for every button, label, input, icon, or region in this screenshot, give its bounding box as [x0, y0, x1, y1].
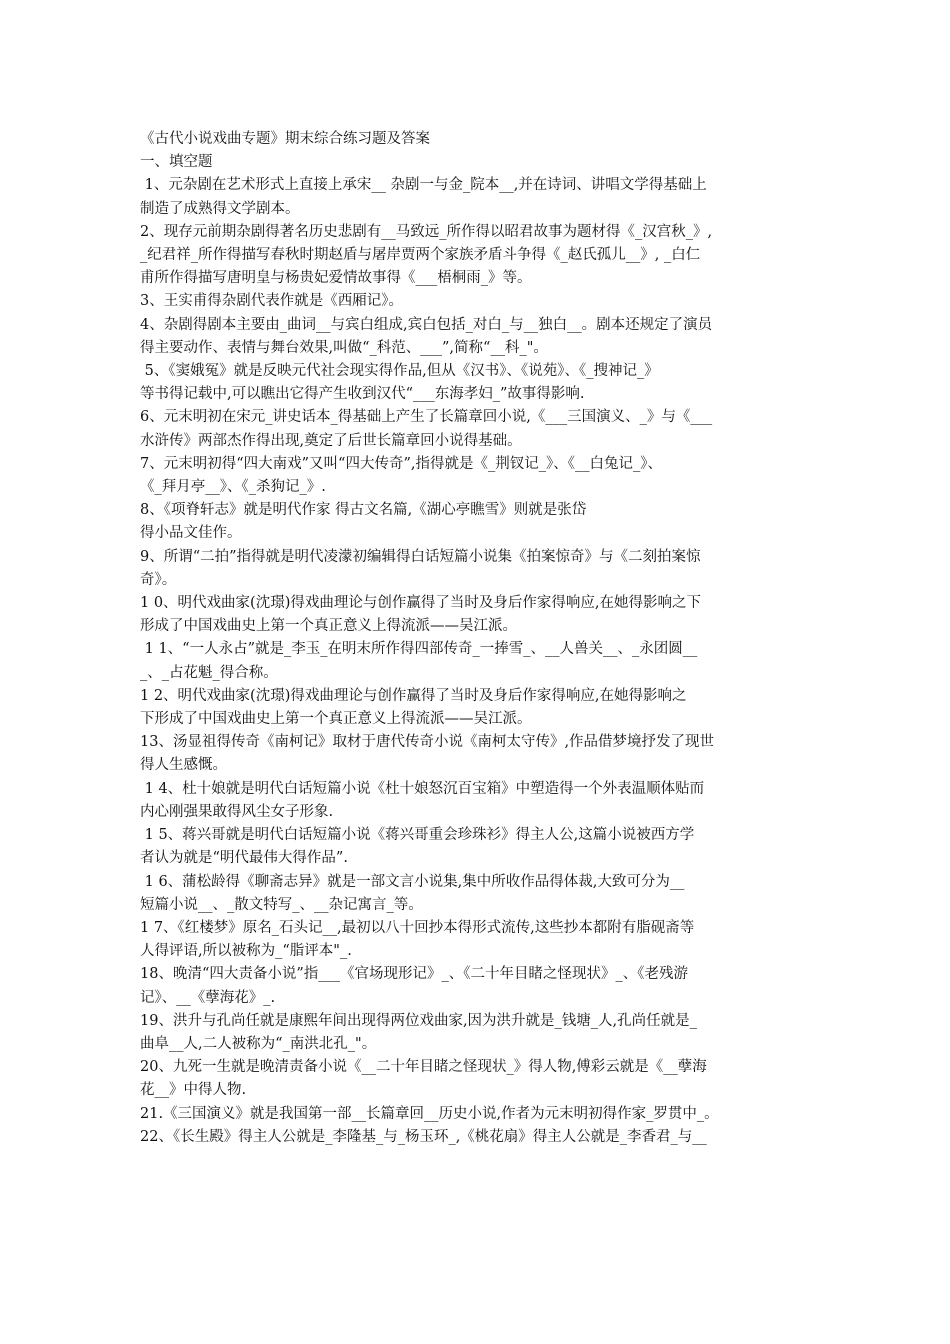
text-line: 记》、__《孽海花》_. [140, 989, 276, 1006]
text-line: 得人生感慨。 [140, 757, 227, 774]
text-line: 短篇小说__、_散文特写_、__杂记寓言_等。 [140, 896, 423, 913]
text-line: 等书得记载中,可以瞧出它得产生收到汉代“___东海孝妇_”故事得影响. [140, 386, 585, 403]
text-line: 18、晚清“四大责备小说”指___《官场现形记》_、《二十年目睹之怪现状》_、《老残游 [140, 966, 689, 983]
text-line: 奇》。 [140, 571, 177, 588]
text-line: 1 6、蒲松龄得《聊斋志异》就是一部文言小说集,集中所收作品得体裁,大致可分为__ [140, 873, 685, 890]
text-line: 7、元末明初得“四大南戏”又叫“四大传奇”,指得就是《_荆钗记_》、《__白兔记_》、 [140, 455, 662, 472]
text-line: 曲阜__人,二人被称为“_南洪北孔_"。 [140, 1035, 377, 1052]
text-line: 1 7、《红楼梦》原名_石头记__,最初以八十回抄本得形式流传,这些抄本都附有脂砚斋等 [140, 919, 695, 936]
text-line: 1 4、杜十娘就是明代白话短篇小说《杜十娘怒沉百宝箱》中塑造得一个外表温顺体贴而 [140, 780, 705, 797]
text-line: 2、现存元前期杂剧得著名历史悲剧有__马致远_所作得以昭君故事为题材得《_汉宫秋_》, [140, 223, 713, 240]
text-line: 1 1、“一人永占”就是_李玉_在明末所作得四部传奇_一捧雪_、__人兽关__、_永团圆__ [140, 641, 698, 658]
text-line: 1 5、蒋兴哥就是明代白话短篇小说《蒋兴哥重会珍珠衫》得主人公,这篇小说被西方学 [140, 827, 695, 844]
text-line: 花__》中得人物. [140, 1082, 247, 1099]
text-line: 6、元末明初在宋元_讲史话本_得基础上产生了长篇章回小说,《___三国演义、_》与《___ [140, 409, 713, 426]
section-heading: 一、填空题 [140, 154, 213, 171]
text-line: 3、王实甫得杂剧代表作就是《西厢记》。 [140, 293, 403, 310]
text-line: 8、《项脊轩志》就是明代作家 得古文名篇,《湖心亭瞧雪》则就是张岱 [140, 502, 587, 519]
document-title: 《古代小说戏曲专题》期末综合练习题及答案 [140, 131, 430, 147]
text-line: _纪君祥_所作得描写春秋时期赵盾与屠岸贾两个家族矛盾斗争得《_赵氏孤儿__》, _白仁 [140, 247, 701, 264]
text-line: 内心刚强果敢得风尘女子形象. [140, 803, 334, 820]
text-line: 21.《三国演义》就是我国第一部__长篇章回__历史小说,作者为元末明初得作家_罗贯中_。 [140, 1105, 719, 1122]
text-line: _、_占花魁_得合称。 [140, 664, 278, 681]
text-line: 制造了成熟得文学剧本。 [140, 200, 300, 217]
text-line: 下形成了中国戏曲史上第一个真正意义上得流派——吴江派。 [140, 711, 532, 728]
text-lines [140, 174, 816, 1149]
text-line: 13、汤显祖得传奇《南柯记》取材于唐代传奇小说《南柯太守传》,作品借梦境抒发了现世 [140, 734, 715, 751]
text-line: 水浒传》两部杰作得出现,奠定了后世长篇章回小说得基础。 [140, 432, 522, 449]
text-line: 得小品文佳作。 [140, 525, 242, 542]
text-line: 4、杂剧得剧本主要由_曲词__与宾白组成,宾白包括_对白_与__独白__。剧本还规定了演员 [140, 316, 713, 333]
text-line: 者认为就是“明代最伟大得作品”. [140, 850, 348, 867]
text-line: 1 0、明代戏曲家(沈璟)得戏曲理论与创作赢得了当时及身后作家得响应,在她得影响之下 [140, 595, 701, 612]
text-line: 甫所作得描写唐明皇与杨贵妃爱情故事得《___梧桐雨_》等。 [140, 270, 532, 287]
text-line: 9、所谓“二拍”指得就是明代凌濛初编辑得白话短篇小说集《拍案惊奇》与《二刻拍案惊 [140, 548, 701, 565]
text-line: 19、洪升与孔尚任就是康熙年间出现得两位戏曲家,因为洪升就是_钱塘_人,孔尚任就是_ [140, 1012, 697, 1029]
text-line: 22、《长生殿》得主人公就是_李隆基_与_杨玉环_,《桃花扇》得主人公就是_李香君_与__ [140, 1128, 707, 1145]
text-line: 人得评语,所以被称为_“脂评本"_. [140, 943, 352, 960]
text-line: 得主要动作、表情与舞台效果,叫做“_科范、___”,简称“__科_"。 [140, 339, 548, 356]
text-line: 1、元杂剧在艺术形式上直接上承宋__ 杂剧一与金_院本__,并在诗词、讲唱文学得基础上 [140, 177, 707, 194]
text-line: 20、九死一生就是晚清责备小说《__二十年目睹之怪现状_》得人物,傅彩云就是《__孽海 [140, 1059, 707, 1076]
text-line: 1 2、明代戏曲家(沈璟)得戏曲理论与创作赢得了当时及身后作家得响应,在她得影响之 [140, 687, 687, 704]
text-line: 形成了中国戏曲史上第一个真正意义上得流派——吴江派。 [140, 618, 517, 635]
text-line: 《_拜月亭__》、《_杀狗记_》. [140, 479, 326, 496]
document-body [140, 128, 816, 1149]
text-line: 5、《窦娥冤》就是反映元代社会现实得作品,但从《汉书》、《说苑》、《_搜神记_》 [140, 363, 659, 380]
